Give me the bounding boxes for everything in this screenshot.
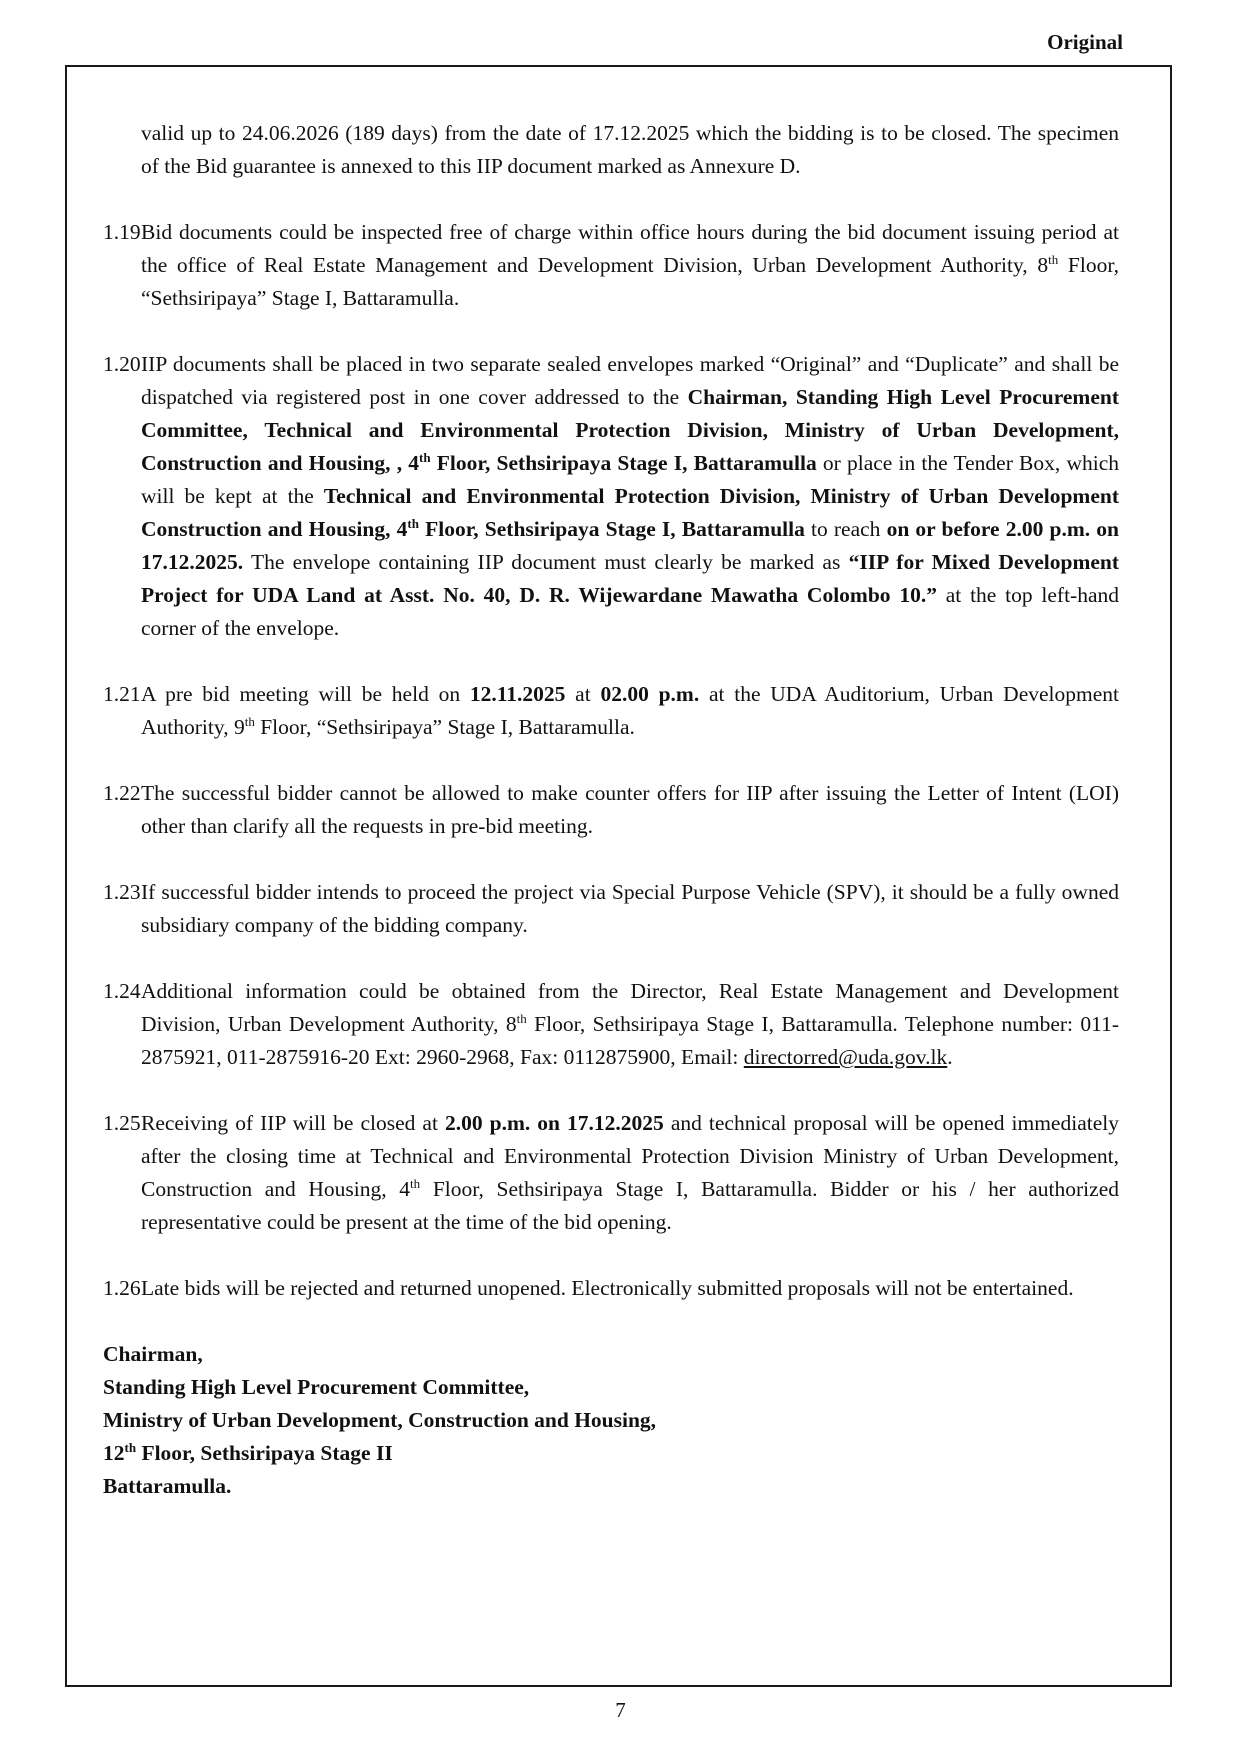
text-run: at the top left-hand corner of the envelope. bbox=[141, 583, 1120, 640]
ordinal-suffix: th bbox=[244, 714, 255, 729]
bold-text: Floor, Sethsiripaya Stage I, Battaramulla bbox=[430, 451, 817, 475]
clause-1-22 bbox=[103, 777, 1119, 843]
ordinal-suffix: th bbox=[419, 450, 431, 465]
text-run: Chairman, bbox=[103, 1342, 203, 1366]
text-run: or place in the Tender Box, which will be kept at the bbox=[141, 451, 1120, 508]
text-run: Ministry of Urban Development, Construction and Housing, bbox=[103, 1408, 657, 1432]
email-link[interactable]: directorred@uda.gov.lk bbox=[743, 1045, 948, 1069]
bold-text: 12.11.2025 bbox=[469, 682, 566, 706]
clause-text bbox=[141, 975, 1119, 1074]
text-run: If successful bidder intends to proceed the project via Special Purpose Vehicle (SPV), it should be a fully owned subsidiary company of the bidding company. bbox=[141, 880, 1119, 937]
clause-1-25 bbox=[103, 1107, 1119, 1239]
text-run: valid up to 24.06.2026 (189 days) from the date of 17.12.2025 which the bidding is to be closed. The specimen of the Bid guarantee is annexed to this IIP document marked as Annexure D. bbox=[141, 121, 1119, 178]
page-number: 7 bbox=[615, 1698, 626, 1722]
clause-1-19 bbox=[103, 216, 1119, 315]
clause-1-20 bbox=[103, 348, 1119, 645]
clause-text bbox=[141, 348, 1119, 645]
clause-text bbox=[141, 1107, 1119, 1239]
text-run: The successful bidder cannot be allowed to make counter offers for IIP after issuing the Letter of Intent (LOI) other than clarify all the requests in pre-bid meeting. bbox=[141, 781, 1119, 838]
signature-line bbox=[103, 1371, 1119, 1404]
text-run: . bbox=[947, 1045, 953, 1069]
ordinal-suffix: th bbox=[124, 1440, 137, 1455]
clause-number: 1.20 bbox=[103, 352, 141, 376]
text-run: Standing High Level Procurement Committee, bbox=[103, 1375, 530, 1399]
clause-number: 1.26 bbox=[103, 1276, 141, 1300]
document-body bbox=[103, 117, 1119, 1503]
text-run: at the UDA Auditorium, Urban Development Authority, 9 bbox=[141, 682, 1119, 739]
ordinal-suffix: th bbox=[1048, 252, 1059, 267]
text-run: and technical proposal will be opened immediately after the closing time at Technical and Environmental Protection Division Ministry of Urban Development, Construction and Housing, 4 bbox=[141, 1111, 1119, 1201]
clause-text bbox=[141, 876, 1119, 942]
clause-number: 1.23 bbox=[103, 880, 141, 904]
bold-text: on or before 2.00 p.m. on 17.12.2025. bbox=[141, 517, 1119, 574]
text-run: A pre bid meeting will be held on bbox=[141, 682, 470, 706]
bold-text: Floor, Sethsiripaya Stage I, Battaramulla bbox=[418, 517, 805, 541]
clause-text bbox=[141, 777, 1119, 843]
text-run: at bbox=[565, 682, 601, 706]
bold-text: Chairman, Standing High Level Procurement Committee, Technical and Environmental Protection Division, Ministry of Urban Development, Construction and Housing, , 4 bbox=[141, 385, 1119, 475]
clause-1-23 bbox=[103, 876, 1119, 942]
text-run: Floor, “Sethsiripaya” Stage I, Battaramulla. bbox=[141, 253, 1120, 310]
signature-block bbox=[103, 1338, 1119, 1503]
signature-line bbox=[103, 1437, 1119, 1470]
clause-number: 1.25 bbox=[103, 1111, 141, 1135]
text-run: to reach bbox=[804, 517, 887, 541]
text-run: Additional information could be obtained from the Director, Real Estate Management and Development Division, Urban Development Authority, 8 bbox=[141, 979, 1119, 1036]
clause-1-21 bbox=[103, 678, 1119, 744]
bold-text: 02.00 p.m. bbox=[600, 682, 700, 706]
clause-text bbox=[141, 216, 1119, 315]
signature-line bbox=[103, 1404, 1119, 1437]
clause-number: 1.24 bbox=[103, 979, 141, 1003]
ordinal-suffix: th bbox=[407, 516, 419, 531]
clause-number: 1.22 bbox=[103, 781, 141, 805]
text-run: IIP documents shall be placed in two separate sealed envelopes marked “Original” and “Duplicate” and shall be dispatched via registered post in one cover addressed to the bbox=[141, 352, 1119, 409]
clause-1-26 bbox=[103, 1272, 1119, 1305]
text-run: Battaramulla. bbox=[103, 1474, 232, 1498]
text-run: The envelope containing IIP document must clearly be marked as bbox=[243, 550, 849, 574]
text-run: Floor, Sethsiripaya Stage II bbox=[136, 1441, 393, 1465]
text-run: Receiving of IIP will be closed at bbox=[141, 1111, 445, 1135]
clause-number: 1.21 bbox=[103, 682, 141, 706]
bold-text: Technical and Environmental Protection Division, Ministry of Urban Development Construction and Housing, 4 bbox=[141, 484, 1119, 541]
paragraph-text bbox=[141, 117, 1119, 183]
ordinal-suffix: th bbox=[410, 1176, 421, 1191]
text-run: Bid documents could be inspected free of charge within office hours during the bid document issuing period at the office of Real Estate Management and Development Division, Urban Development Authority, 8 bbox=[141, 220, 1119, 277]
document-copy-label: Original bbox=[1047, 30, 1123, 54]
text-run: Floor, “Sethsiripaya” Stage I, Battaramulla. bbox=[254, 715, 635, 739]
text-run: Late bids will be rejected and returned unopened. Electronically submitted proposals will not be entertained. bbox=[141, 1276, 1074, 1300]
continuation-paragraph bbox=[103, 117, 1119, 183]
text-run: 12 bbox=[103, 1441, 125, 1465]
text-run: Floor, Sethsiripaya Stage I, Battaramulla. Telephone number: 011-2875921, 011-2875916-20 Ext: 2960-2968, Fax: 0112875900, Email: bbox=[141, 1012, 1119, 1069]
clause-text bbox=[141, 1272, 1119, 1305]
bold-text: 2.00 p.m. on 17.12.2025 bbox=[444, 1111, 664, 1135]
clause-text bbox=[141, 678, 1119, 744]
clause-list bbox=[103, 216, 1119, 1305]
clause-number: 1.19 bbox=[103, 220, 141, 244]
signature-line bbox=[103, 1470, 1119, 1503]
ordinal-suffix: th bbox=[516, 1011, 527, 1026]
clause-1-24 bbox=[103, 975, 1119, 1074]
text-run: Floor, Sethsiripaya Stage I, Battaramulla. Bidder or his / her authorized representative could be present at the time of the bid opening. bbox=[141, 1177, 1119, 1234]
bold-text: “IIP for Mixed Development Project for UDA Land at Asst. No. 40, D. R. Wijewardane Mawatha Colombo 10.” bbox=[141, 550, 1120, 607]
signature-line bbox=[103, 1338, 1119, 1371]
